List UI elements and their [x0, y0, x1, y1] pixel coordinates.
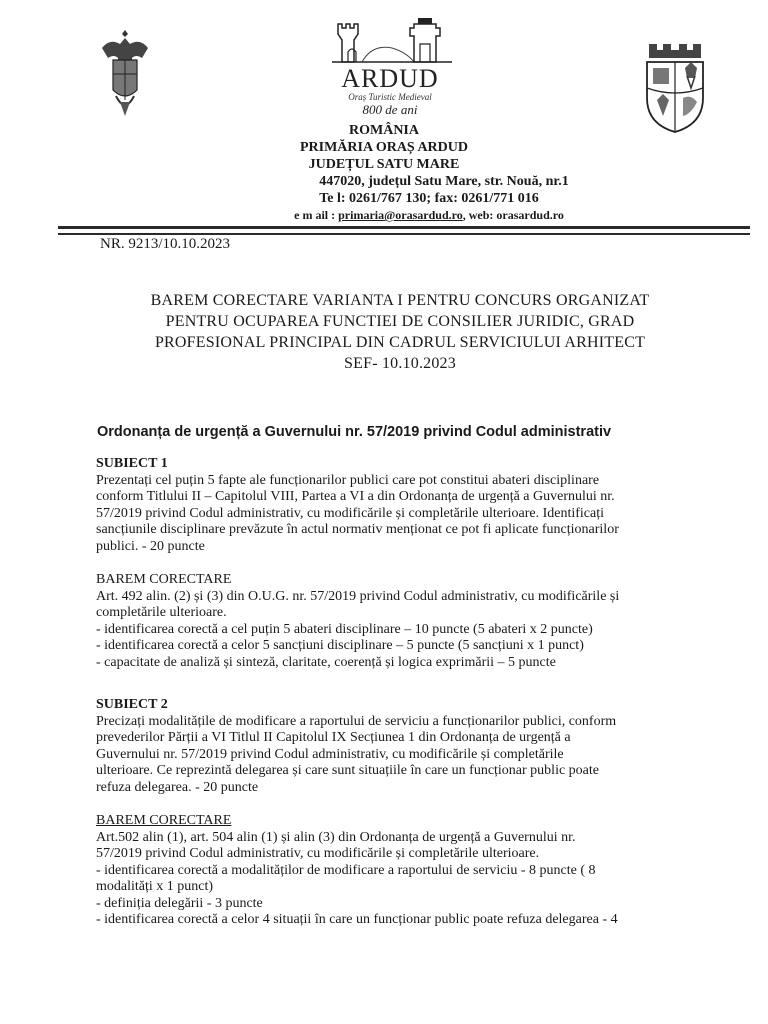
phone-fax: Te l: 0261/767 130; fax: 0261/771 016 — [319, 191, 539, 206]
logo-years: 800 de ani — [362, 102, 418, 117]
email-label: e m ail : — [294, 208, 339, 222]
barem-2-line: - identificarea corectă a modalităților de modificare a raportului de serviciu - 8 puncte ( 8 — [96, 862, 596, 878]
subject-1-line: Prezentați cel puțin 5 fapte ale funcționarilor publici care pot constitui abateri disciplinare — [96, 472, 600, 488]
email-link[interactable]: primaria@orasardud.ro — [338, 208, 463, 222]
barem-1-line: Art. 492 alin. (2) și (3) din O.U.G. nr. 57/2019 privind Codul administrativ, cu modificările și — [96, 588, 620, 604]
barem-1-heading: BAREM CORECTARE — [96, 572, 232, 587]
barem-2-line: 57/2019 privind Codul administrativ, cu modificările și completările ulterioare. — [96, 846, 540, 861]
logo-name: ARDUD — [341, 64, 439, 93]
subject-2-section — [96, 697, 686, 796]
institution-name: PRIMĂRIA ORAȘ ARDUD — [299, 140, 468, 155]
contact-line — [0, 207, 768, 224]
subject-1-line: 57/2019 privind Codul administrativ, cu modificările și completările ulterioare. Identificați — [96, 505, 605, 521]
address: 447020, județul Satu Mare, str. Nouă, nr.1 — [319, 174, 569, 189]
romania-coat-of-arms-icon — [98, 26, 152, 122]
subject-1-line: publici. - 20 puncte — [96, 538, 205, 554]
title-line: PENTRU OCUPAREA FUNCTIEI DE CONSILIER JURIDIC, GRAD — [165, 313, 635, 330]
subject-1-line: sancțiunile disciplinare prevăzute în actul normativ menționat ce pot fi aplicate funcționarilor — [96, 522, 619, 537]
title-line: PROFESIONAL PRINCIPAL DIN CADRUL SERVICIULUI ARHITECT — [154, 334, 646, 351]
subject-2-heading: SUBIECT 2 — [96, 697, 168, 712]
document-number: NR. 9213/10.10.2023 — [100, 236, 231, 252]
barem-1-section — [96, 572, 686, 671]
subject-2-line: ulterioare. Ce reprezintă delegarea și care sunt situațiile în care un funcționar public poate — [96, 763, 599, 778]
barem-2-line: - identificarea corectă a celor 4 situații în care un funcționar public poate refuza delegarea - 4 — [96, 912, 618, 927]
header-institution-block — [0, 122, 768, 224]
barem-1-line: - identificarea corectă a cel puțin 5 abateri disciplinare – 10 puncte (5 abateri x 2 puncte) — [96, 621, 593, 637]
subject-1-heading: SUBIECT 1 — [96, 456, 168, 471]
subject-2-line: prevederilor Părții a VI Titlul II Capitolul IX Secțiunea 1 din Ordonanța de urgență a — [96, 730, 571, 745]
header-divider-bottom — [58, 233, 750, 235]
barem-1-line: - capacitate de analiză și sinteză, claritate, coerență și logica exprimării – 5 puncte — [96, 654, 556, 670]
county: JUDEȚUL SATU MARE — [308, 157, 460, 172]
barem-1-line: - identificarea corectă a celor 5 sancțiuni disciplinare – 5 puncte (5 sancțiuni x 1 punct) — [96, 638, 584, 653]
country: ROMÂNIA — [349, 123, 419, 138]
castle-icon — [322, 12, 458, 66]
web-address: , web: orasardud.ro — [462, 208, 564, 222]
title-line: SEF- 10.10.2023 — [344, 355, 456, 372]
law-heading: Ordonanța de urgență a Guvernului nr. 57/2019 privind Codul administrativ — [97, 424, 612, 440]
barem-2-section — [96, 813, 686, 929]
barem-2-line: Art.502 alin (1), art. 504 alin (1) și alin (3) din Ordonanța de urgență a Guvernului nr. — [96, 829, 576, 845]
subject-2-line: Guvernului nr. 57/2019 privind Codul administrativ, cu modificările și completările — [96, 746, 564, 762]
barem-2-line: - definiția delegării - 3 puncte — [96, 895, 263, 911]
subject-1-line: conform Titlului II – Capitolul VIII, Partea a VI a din Ordonanța de urgență a Guvernului nr. — [96, 489, 615, 504]
ardud-logo — [322, 12, 458, 116]
document-title — [90, 290, 710, 374]
barem-2-line: modalități x 1 punct) — [96, 879, 214, 894]
subject-1-section — [96, 456, 686, 555]
barem-1-line: completările ulterioare. — [96, 605, 227, 620]
subject-2-line: Precizați modalitățile de modificare a raportului de serviciu a funcționarilor publici, conform — [96, 713, 617, 729]
logo-tagline: Oraș Turistic Medieval — [348, 92, 432, 102]
subject-2-line: refuza delegarea. - 20 puncte — [96, 779, 259, 795]
header-divider-top — [58, 226, 750, 229]
barem-2-heading: BAREM CORECTARE — [96, 813, 232, 828]
title-line: BAREM CORECTARE VARIANTA I PENTRU CONCURS ORGANIZAT — [150, 292, 650, 309]
